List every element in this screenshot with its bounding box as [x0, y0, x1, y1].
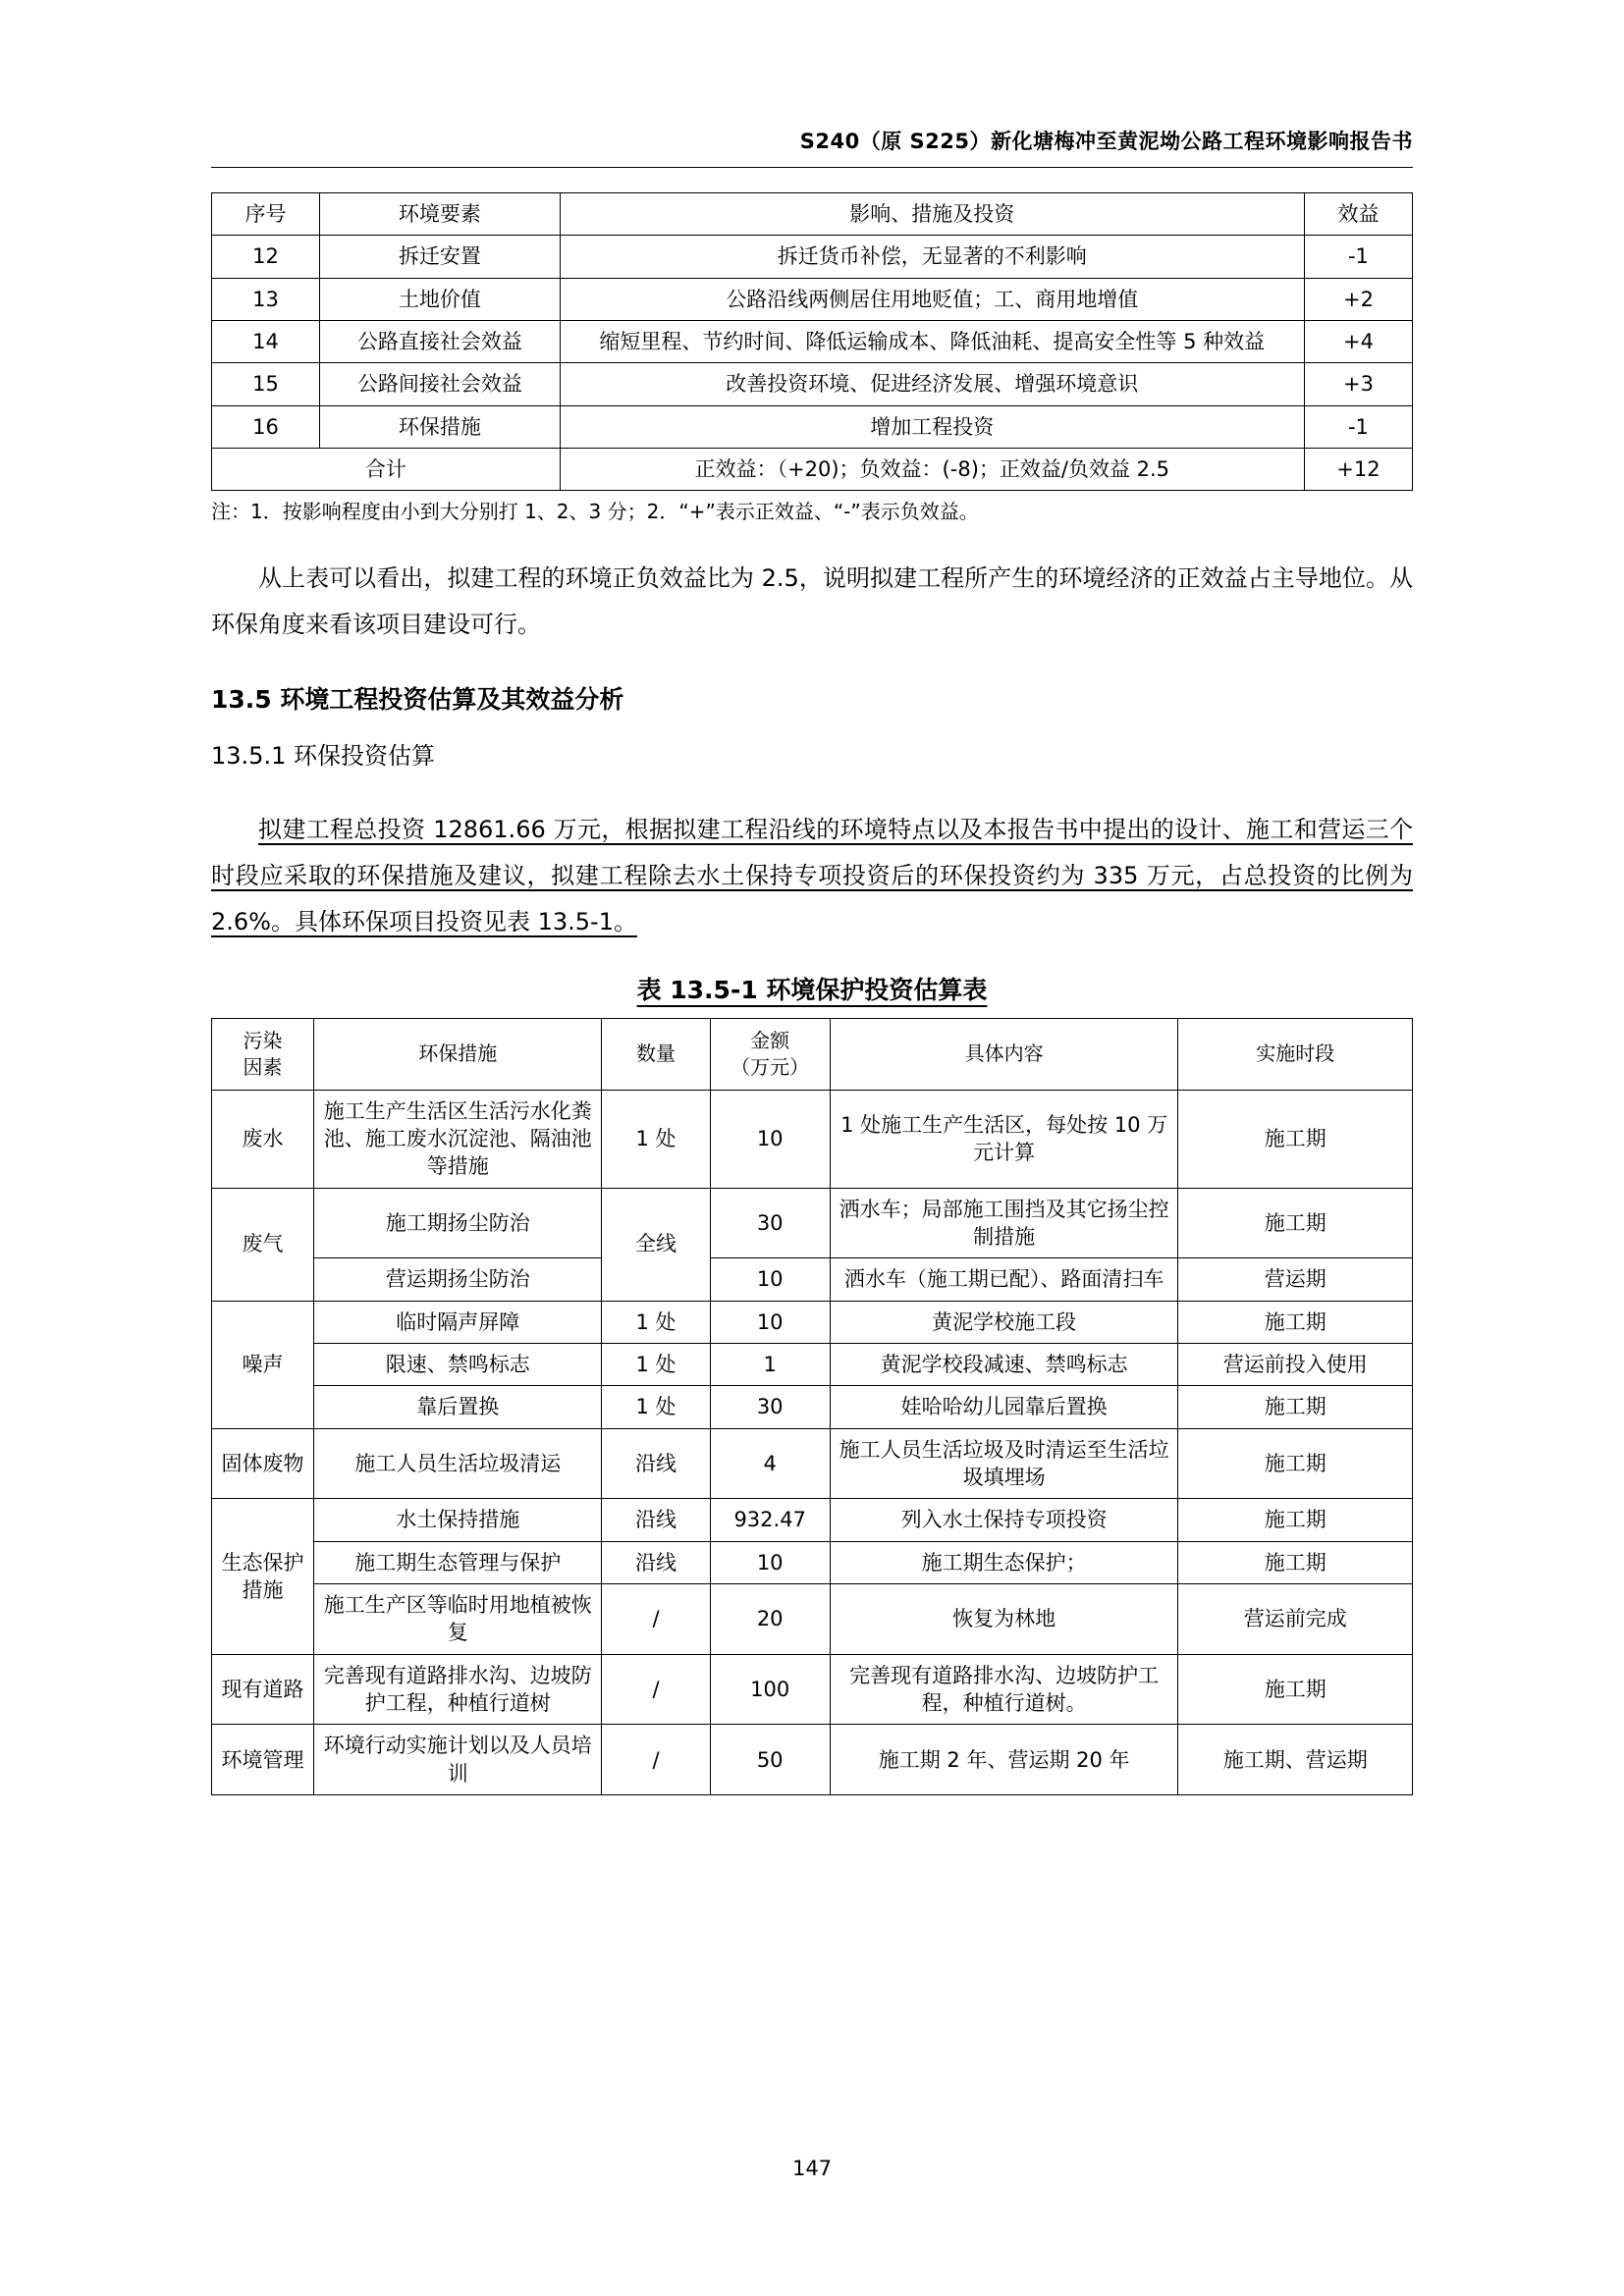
cell-amount: 100 — [710, 1654, 830, 1725]
table-row — [212, 1343, 1413, 1385]
col-header-impact: 影响、措施及投资 — [560, 193, 1304, 236]
cell-measure: 临时隔声屏障 — [313, 1301, 602, 1343]
cell-measure: 环境行动实施计划以及人员培训 — [313, 1725, 602, 1795]
cell-quantity: / — [602, 1654, 710, 1725]
cell-amount: 10 — [710, 1541, 830, 1583]
header-line-2: 因素 — [243, 1054, 283, 1079]
table-row — [212, 236, 1413, 278]
cell-quantity: 全线 — [602, 1188, 710, 1301]
cell-quantity: 1 处 — [602, 1386, 710, 1428]
cell-period: 施工期 — [1178, 1386, 1413, 1428]
table-row — [212, 405, 1413, 448]
header-line-1: 金额 — [750, 1028, 790, 1052]
cell-period: 营运前投入使用 — [1178, 1343, 1413, 1385]
table-row — [212, 321, 1413, 363]
cell-measure: 水土保持措施 — [313, 1499, 602, 1541]
cell-index: 15 — [212, 363, 320, 405]
table-row — [212, 1428, 1413, 1499]
cell-factor: 环境管理 — [212, 1725, 314, 1795]
section-heading-13-5: 13.5 环境工程投资估算及其效益分析 — [211, 685, 624, 714]
cell-factor: 现有道路 — [212, 1654, 314, 1725]
cell-measure: 靠后置换 — [313, 1386, 602, 1428]
cell-benefit: +4 — [1304, 321, 1412, 363]
page-content — [211, 192, 1413, 1795]
col-header-pollution-factor — [212, 1018, 314, 1090]
cell-impact: 拆迁货币补偿，无显著的不利影响 — [560, 236, 1304, 278]
cell-benefit: -1 — [1304, 405, 1412, 448]
cell-quantity: 1 处 — [602, 1301, 710, 1343]
col-header-measure: 环保措施 — [313, 1018, 602, 1090]
table-row — [212, 1301, 1413, 1343]
cell-factor: 土地价值 — [320, 278, 561, 320]
environment-investment-table — [211, 1018, 1413, 1796]
cell-measure: 营运期扬尘防治 — [313, 1258, 602, 1301]
section-heading-13-5-1: 13.5.1 环保投资估算 — [211, 742, 435, 770]
table-row — [212, 278, 1413, 320]
table-header-row — [212, 1018, 1413, 1090]
cell-period: 施工期 — [1178, 1654, 1413, 1725]
cell-factor: 公路间接社会效益 — [320, 363, 561, 405]
cell-benefit: -1 — [1304, 236, 1412, 278]
cell-period: 施工期 — [1178, 1090, 1413, 1188]
cell-content: 施工期 2 年、营运期 20 年 — [830, 1725, 1178, 1795]
header-divider — [211, 167, 1413, 168]
benefit-analysis-table — [211, 192, 1413, 491]
cell-content: 列入水土保持专项投资 — [830, 1499, 1178, 1541]
cell-quantity: 1 处 — [602, 1343, 710, 1385]
cell-amount: 1 — [710, 1343, 830, 1385]
cell-total-content: 正效益：（+20)；负效益：(-8)；正效益/负效益 2.5 — [560, 449, 1304, 491]
cell-measure: 施工生产生活区生活污水化粪池、施工废水沉淀池、隔油池等措施 — [313, 1090, 602, 1188]
cell-content: 洒水车；局部施工围挡及其它扬尘控制措施 — [830, 1188, 1178, 1258]
cell-amount: 30 — [710, 1188, 830, 1258]
cell-quantity: / — [602, 1725, 710, 1795]
col-header-benefit: 效益 — [1304, 193, 1412, 236]
cell-amount: 932.47 — [710, 1499, 830, 1541]
cell-impact: 改善投资环境、促进经济发展、增强环境意识 — [560, 363, 1304, 405]
cell-impact: 增加工程投资 — [560, 405, 1304, 448]
table-row — [212, 1188, 1413, 1258]
cell-amount: 30 — [710, 1386, 830, 1428]
col-header-period: 实施时段 — [1178, 1018, 1413, 1090]
cell-factor: 废水 — [212, 1090, 314, 1188]
page-number: 147 — [791, 2157, 833, 2180]
cell-factor: 生态保护措施 — [212, 1499, 314, 1654]
cell-factor: 公路直接社会效益 — [320, 321, 561, 363]
header-line-1: 污染 — [243, 1028, 283, 1052]
cell-impact: 公路沿线两侧居住用地贬值；工、商用地增值 — [560, 278, 1304, 320]
table-row — [212, 1386, 1413, 1428]
cell-measure: 完善现有道路排水沟、边坡防护工程，种植行道树 — [313, 1654, 602, 1725]
cell-content: 黄泥学校段减速、禁鸣标志 — [830, 1343, 1178, 1385]
cell-measure: 施工人员生活垃圾清运 — [313, 1428, 602, 1499]
cell-measure: 限速、禁鸣标志 — [313, 1343, 602, 1385]
cell-content: 恢复为林地 — [830, 1584, 1178, 1655]
cell-quantity: 1 处 — [602, 1090, 710, 1188]
table-row — [212, 1090, 1413, 1188]
cell-content: 1 处施工生产生活区，每处按 10 万元计算 — [830, 1090, 1178, 1188]
cell-period: 施工期、营运期 — [1178, 1725, 1413, 1795]
cell-quantity: 沿线 — [602, 1499, 710, 1541]
table-row — [212, 1725, 1413, 1795]
col-header-content: 具体内容 — [830, 1018, 1178, 1090]
cell-quantity: 沿线 — [602, 1541, 710, 1583]
table-row — [212, 363, 1413, 405]
cell-factor: 噪声 — [212, 1301, 314, 1428]
cell-factor: 拆迁安置 — [320, 236, 561, 278]
table-caption: 表 13.5-1 环境保护投资估算表 — [636, 975, 988, 1004]
cell-content: 完善现有道路排水沟、边坡防护工程，种植行道树。 — [830, 1654, 1178, 1725]
col-header-index: 序号 — [212, 193, 320, 236]
cell-amount: 10 — [710, 1301, 830, 1343]
cell-content: 施工期生态保护； — [830, 1541, 1178, 1583]
table-header-row — [212, 193, 1413, 236]
table-row — [212, 1584, 1413, 1655]
cell-measure: 施工期生态管理与保护 — [313, 1541, 602, 1583]
cell-index: 14 — [212, 321, 320, 363]
cell-amount: 10 — [710, 1090, 830, 1188]
cell-quantity: / — [602, 1584, 710, 1655]
col-header-quantity: 数量 — [602, 1018, 710, 1090]
cell-period: 施工期 — [1178, 1428, 1413, 1499]
cell-factor: 固体废物 — [212, 1428, 314, 1499]
cell-index: 12 — [212, 236, 320, 278]
cell-period: 施工期 — [1178, 1541, 1413, 1583]
col-header-amount — [710, 1018, 830, 1090]
cell-total-label: 合计 — [212, 449, 561, 491]
cell-period: 营运期 — [1178, 1258, 1413, 1301]
cell-benefit: +2 — [1304, 278, 1412, 320]
cell-content: 娃哈哈幼儿园靠后置换 — [830, 1386, 1178, 1428]
cell-amount: 4 — [710, 1428, 830, 1499]
table-note: 注：1．按影响程度由小到大分别打 1、2、3 分；2．“+”表示正效益、“-”表示负效益。 — [211, 500, 979, 524]
cell-total-benefit: +12 — [1304, 449, 1412, 491]
cell-benefit: +3 — [1304, 363, 1412, 405]
cell-period: 营运前完成 — [1178, 1584, 1413, 1655]
cell-index: 16 — [212, 405, 320, 448]
cell-content: 黄泥学校施工段 — [830, 1301, 1178, 1343]
table-row — [212, 1654, 1413, 1725]
cell-content: 洒水车（施工期已配）、路面清扫车 — [830, 1258, 1178, 1301]
header-line-2: （万元） — [731, 1054, 810, 1079]
table-row — [212, 1499, 1413, 1541]
cell-period: 施工期 — [1178, 1301, 1413, 1343]
cell-measure: 施工生产区等临时用地植被恢复 — [313, 1584, 602, 1655]
cell-content: 施工人员生活垃圾及时清运至生活垃圾填埋场 — [830, 1428, 1178, 1499]
cell-factor: 环保措施 — [320, 405, 561, 448]
page-header: S240（原 S225）新化塘梅冲至黄泥坳公路工程环境影响报告书 — [799, 130, 1413, 153]
cell-amount: 20 — [710, 1584, 830, 1655]
cell-period: 施工期 — [1178, 1499, 1413, 1541]
table-total-row — [212, 449, 1413, 491]
paragraph-summary: 从上表可以看出，拟建工程的环境正负效益比为 2.5，说明拟建工程所产生的环境经济的正效益占主导地位。从环保角度来看该项目建设可行。 — [211, 564, 1413, 639]
cell-amount: 50 — [710, 1725, 830, 1795]
cell-quantity: 沿线 — [602, 1428, 710, 1499]
cell-factor: 废气 — [212, 1188, 314, 1301]
col-header-factor: 环境要素 — [320, 193, 561, 236]
table-row — [212, 1258, 1413, 1301]
cell-impact: 缩短里程、节约时间、降低运输成本、降低油耗、提高安全性等 5 种效益 — [560, 321, 1304, 363]
cell-period: 施工期 — [1178, 1188, 1413, 1258]
paragraph-investment: 拟建工程总投资 12861.66 万元，根据拟建工程沿线的环境特点以及本报告书中提出的设计、施工和营运三个时段应采取的环保措施及建议，拟建工程除去水土保持专项投资后的环保投资约为 335 万元，占总投资的比例为 2.6%。具体环保项目投资见表 13.5-1。 — [211, 816, 1413, 935]
table-row — [212, 1541, 1413, 1583]
cell-amount: 10 — [710, 1258, 830, 1301]
cell-measure: 施工期扬尘防治 — [313, 1188, 602, 1258]
cell-index: 13 — [212, 278, 320, 320]
